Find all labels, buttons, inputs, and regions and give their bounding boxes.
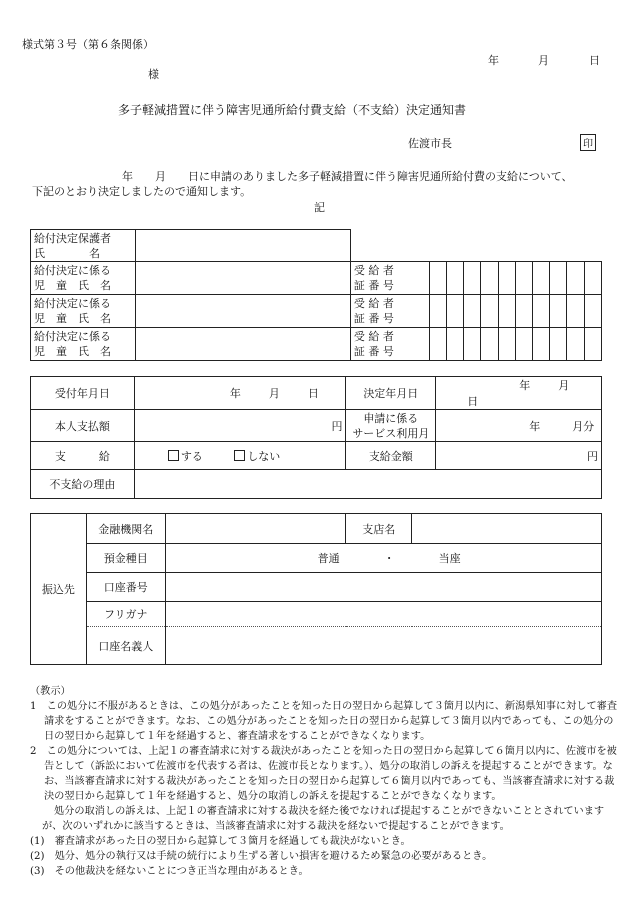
certificate-digit-cell[interactable] xyxy=(481,262,498,295)
child-name-field[interactable] xyxy=(136,295,351,328)
instruction-notes xyxy=(30,684,622,879)
option-no[interactable]: しない xyxy=(234,450,280,463)
child-name-field[interactable] xyxy=(136,262,351,295)
intro-line-1: 年 月 日に申請のありました多子軽減措置に伴う障害児通所給付費の支給について、 xyxy=(122,170,573,183)
date-day: 日 xyxy=(589,54,600,67)
account-number-label: 口座番号 xyxy=(86,573,165,602)
service-month-label: 申請に係る サービス利用月 xyxy=(346,410,436,442)
certificate-digit-cell[interactable] xyxy=(584,328,601,361)
furigana-field[interactable] xyxy=(165,602,601,627)
certificate-digit-cell[interactable] xyxy=(533,295,550,328)
certificate-digit-cell[interactable] xyxy=(567,262,584,295)
payment-options xyxy=(134,442,346,470)
certificate-digit-cell[interactable] xyxy=(429,262,446,295)
certificate-digit-cell[interactable] xyxy=(550,328,567,361)
self-pay-field[interactable]: 円 xyxy=(134,410,346,442)
child-row xyxy=(31,328,602,361)
payment-amount-label: 支給金額 xyxy=(346,442,436,470)
transfer-table xyxy=(30,513,602,665)
child-row xyxy=(31,262,602,295)
checkbox-no[interactable] xyxy=(234,450,245,461)
certificate-digit-cell[interactable] xyxy=(515,295,532,328)
issuer-name: 佐渡市長 xyxy=(408,137,452,150)
note-sub-1: (1) 審査請求があった日の翌日から起算して３箇月を経過しても裁決がないとき。 xyxy=(30,836,411,847)
child-name-label: 給付決定に係る 児 童 氏 名 xyxy=(31,295,136,328)
bank-name-field[interactable] xyxy=(165,514,346,544)
child-row xyxy=(31,295,602,328)
note-2: 2 この処分については、上記１の審査請求に対する裁決があったことを知った日の翌日から起算して６箇月以内に、佐渡市を被告として（訴訟において佐渡市を代表する者は、佐渡市長となります。）、処分の取消しの訴えを提起することができます。なお、当該審査請求に対する裁決があったことを知った日の翌日から起算して６箇月以内であっても、当該審査請求に対する裁決の翌日から起算して１年を経過すると、処分の取消しの訴えを提起することができなくなります。 xyxy=(30,746,617,802)
certificate-digit-cell[interactable] xyxy=(447,328,464,361)
option-yes[interactable]: する xyxy=(168,450,203,463)
child-name-label: 給付決定に係る 児 童 氏 名 xyxy=(31,328,136,361)
certificate-digit-cell[interactable] xyxy=(429,295,446,328)
certificate-digit-cell[interactable] xyxy=(481,295,498,328)
certificate-digit-cell[interactable] xyxy=(498,295,515,328)
certificate-digit-cell[interactable] xyxy=(515,328,532,361)
received-date-label: 受付年月日 xyxy=(31,377,135,410)
note-3: 処分の取消しの訴えは、上記１の審査請求に対する裁決を経た後でなければ提起することができないこととされていますが、次のいずれかに該当するときは、当該審査請求に対する裁決を経ないで提起することができます。 xyxy=(42,806,605,832)
certificate-digit-cell[interactable] xyxy=(515,262,532,295)
account-holder-label: 口座名義人 xyxy=(86,627,165,665)
certificate-digit-cell[interactable] xyxy=(498,328,515,361)
certificate-digit-cell[interactable] xyxy=(584,262,601,295)
non-payment-reason-field[interactable] xyxy=(134,470,601,499)
certificate-digit-cell[interactable] xyxy=(567,328,584,361)
certificate-digit-cell[interactable] xyxy=(464,262,481,295)
decision-date-field[interactable]: 年 月日 xyxy=(436,377,602,410)
ki-heading: 記 xyxy=(314,201,325,214)
self-pay-label: 本人支払額 xyxy=(31,410,135,442)
certificate-digit-cell[interactable] xyxy=(481,328,498,361)
non-payment-reason-label: 不支給の理由 xyxy=(31,470,135,499)
guardian-name-label: 給付決定保護者 氏 名 xyxy=(31,230,136,262)
received-date-field[interactable]: 年 月 日 xyxy=(134,377,346,410)
certificate-number-label: 受 給 者 証 番 号 xyxy=(350,295,429,328)
deposit-type-options[interactable]: 普通 ・ 当座 xyxy=(165,544,601,573)
notes-heading: （教示） xyxy=(30,686,71,697)
deposit-type-label: 預金種目 xyxy=(86,544,165,573)
certificate-digit-cell[interactable] xyxy=(584,295,601,328)
certificate-digit-cell[interactable] xyxy=(464,295,481,328)
branch-name-label: 支店名 xyxy=(346,514,412,544)
certificate-digit-cell[interactable] xyxy=(464,328,481,361)
date-year: 年 xyxy=(488,54,499,67)
addressee-suffix: 様 xyxy=(148,68,159,81)
bank-name-label: 金融機関名 xyxy=(86,514,165,544)
certificate-digit-cell[interactable] xyxy=(429,328,446,361)
transfer-label: 振込先 xyxy=(31,514,87,665)
certificate-digit-cell[interactable] xyxy=(567,295,584,328)
decision-date-label: 決定年月日 xyxy=(346,377,436,410)
payment-amount-field[interactable]: 円 xyxy=(436,442,602,470)
certificate-digit-cell[interactable] xyxy=(550,295,567,328)
furigana-label: フリガナ xyxy=(86,602,165,627)
branch-name-field[interactable] xyxy=(412,514,602,544)
account-number-field[interactable] xyxy=(165,573,601,602)
certificate-number-label: 受 給 者 証 番 号 xyxy=(350,328,429,361)
certificate-digit-cell[interactable] xyxy=(533,328,550,361)
note-sub-3: (3) その他裁決を経ないことにつき正当な理由があるとき。 xyxy=(30,866,309,877)
form-number: 様式第３号（第６条関係） xyxy=(22,38,154,51)
seal-mark: 印 xyxy=(580,134,596,151)
decision-table xyxy=(30,376,602,499)
child-name-field[interactable] xyxy=(136,328,351,361)
recipient-table xyxy=(30,229,602,361)
date-month: 月 xyxy=(538,54,549,67)
certificate-number-label: 受 給 者 証 番 号 xyxy=(350,262,429,295)
account-holder-field[interactable] xyxy=(165,627,601,665)
certificate-digit-cell[interactable] xyxy=(447,295,464,328)
service-month-field[interactable]: 年 月分 xyxy=(436,410,602,442)
note-1: 1 この処分に不服があるときは、この処分があったことを知った日の翌日から起算して３箇月以内に、新潟県知事に対して審査請求をすることができます。なお、この処分があったことを知った日の翌日から起算して３箇月以内であっても、この処分の日の翌日から起算して１年を経過すると、審査請求をすることができなくなります。 xyxy=(30,701,618,742)
guardian-name-field[interactable] xyxy=(136,230,351,262)
child-name-label: 給付決定に係る 児 童 氏 名 xyxy=(31,262,136,295)
certificate-digit-cell[interactable] xyxy=(498,262,515,295)
document-title: 多子軽減措置に伴う障害児通所給付費支給（不支給）決定通知書 xyxy=(118,103,467,117)
certificate-digit-cell[interactable] xyxy=(533,262,550,295)
checkbox-yes[interactable] xyxy=(168,450,179,461)
note-sub-2: (2) 処分、処分の執行又は手続の続行により生ずる著しい損害を避けるため緊急の必要があるとき。 xyxy=(30,851,493,862)
payment-label: 支 給 xyxy=(31,442,135,470)
certificate-digit-cell[interactable] xyxy=(447,262,464,295)
intro-line-2: 下記のとおり決定しましたので通知します。 xyxy=(32,185,252,198)
certificate-digit-cell[interactable] xyxy=(550,262,567,295)
